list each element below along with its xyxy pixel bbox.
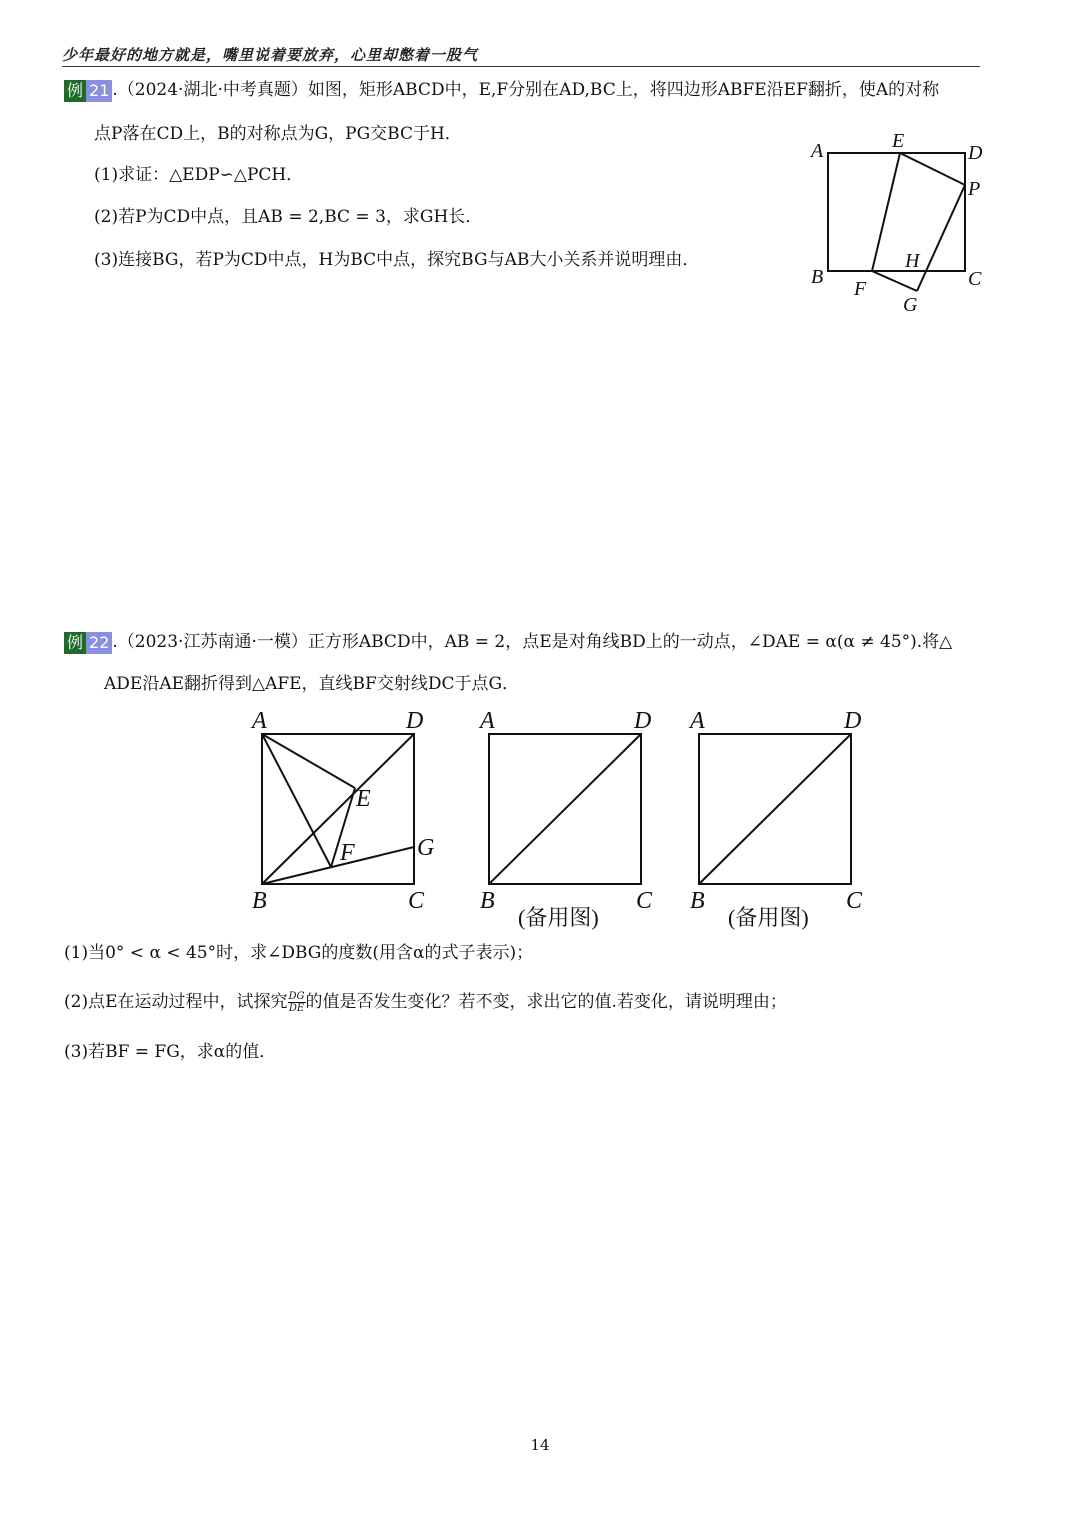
- ex21-stem-2: 点P落在CD上，B的对称点为G，PG交BC于H．: [94, 124, 462, 144]
- ex22-question-3: (3)若BF = FG，求α的值．: [64, 1042, 277, 1062]
- ex22-fig2-label-d: D: [634, 708, 652, 734]
- ex21-segment-ep: [900, 153, 965, 185]
- ex22-fig1-label-c: C: [408, 888, 425, 914]
- ex22-fig1-label-a: A: [252, 708, 267, 734]
- ex22-fig3-label-d: D: [844, 708, 862, 734]
- page-number: 14: [530, 1436, 550, 1454]
- header-divider: [62, 66, 980, 67]
- ex22-fig3-label-b: B: [690, 888, 705, 914]
- ex21-line1: [64, 78, 939, 102]
- ex22-q2-fraction-numerator: DG: [288, 991, 305, 1002]
- ex22-question-1: (1)当0° < α < 45°时，求∠DBG的度数(用含α的式子表示)；: [64, 943, 534, 963]
- ex22-fig3-diagonal-bd: [699, 734, 851, 884]
- ex22-fig1-line-bg: [262, 847, 414, 884]
- ex21-figure: [800, 125, 1000, 320]
- ex22-fig2-label-c: C: [636, 888, 653, 914]
- ex22-figure-main: [240, 700, 450, 925]
- ex21-label-d: D: [968, 142, 983, 164]
- ex21-segment-pg: [917, 185, 965, 291]
- ex22-q2-fraction-denominator: DE: [288, 1003, 305, 1014]
- ex21-question-3: (3)连接BG，若P为CD中点，H为BC中点，探究BG与AB大小关系并说明理由．: [94, 250, 700, 270]
- ex21-segment-fg: [872, 271, 917, 291]
- ex22-fig2-label-b: B: [480, 888, 495, 914]
- ex22-fig1-label-d: D: [406, 708, 424, 734]
- ex22-fig3-label-a: A: [690, 708, 705, 734]
- ex21-label-c: C: [968, 268, 982, 290]
- ex22-fig1-label-g: G: [417, 835, 435, 861]
- ex22-fig3-label-c: C: [846, 888, 863, 914]
- ex21-segment-ef: [872, 153, 900, 271]
- ex22-fig1-label-e: E: [356, 786, 371, 812]
- ex21-label-f: F: [854, 278, 867, 300]
- ex22-badge: [64, 632, 112, 654]
- ex22-fig1-label-b: B: [252, 888, 267, 914]
- ex22-stem-2: ADE沿AE翻折得到△AFE，直线BF交射线DC于点G．: [104, 674, 520, 694]
- ex21-label-e: E: [892, 130, 905, 152]
- ex22-stem-1: .（2023·江苏南通·一模）正方形ABCD中，AB = 2，点E是对角线BD上的一动点，∠DAE = α(α ≠ 45°).将△: [112, 632, 953, 652]
- ex22-q2-fraction: [288, 991, 306, 1014]
- ex22-badge-number: 22: [86, 632, 112, 654]
- ex21-badge: [64, 80, 112, 102]
- ex22-fig2-caption: (备用图): [518, 905, 599, 930]
- ex21-label-g: G: [903, 294, 918, 316]
- ex22-q2-after: 的值是否发生变化？若不变，求出它的值.若变化，请说明理由；: [305, 992, 787, 1012]
- ex21-label-p: P: [968, 178, 981, 200]
- ex22-fig1-diagonal-bd: [262, 734, 414, 884]
- ex22-line1: [64, 630, 952, 654]
- ex22-fig3-caption: (备用图): [728, 905, 809, 930]
- header-motto: 少年最好的地方就是，嘴里说着要放弃，心里却憋着一股气: [62, 46, 479, 64]
- ex22-q2-before: (2)点E在运动过程中，试探究: [64, 992, 288, 1012]
- ex21-stem-1: .（2024·湖北·中考真题）如图，矩形ABCD中，E,F分别在AD,BC上，将四边形ABFE沿EF翻折，使A的对称: [112, 80, 940, 100]
- ex21-badge-word: 例: [64, 80, 86, 102]
- ex22-fig2-diagonal-bd: [489, 734, 641, 884]
- ex22-badge-word: 例: [64, 632, 86, 654]
- ex22-question-2: [64, 990, 787, 1014]
- ex21-label-b: B: [811, 266, 824, 288]
- ex22-fig2-label-a: A: [480, 708, 495, 734]
- ex21-question-2: (2)若P为CD中点，且AB = 2,BC = 3，求GH长．: [94, 207, 483, 227]
- ex21-question-1: (1)求证：△EDP∽△PCH．: [94, 165, 304, 185]
- ex21-label-a: A: [811, 140, 824, 162]
- ex21-label-h: H: [905, 250, 920, 272]
- ex22-fig1-label-f: F: [340, 840, 355, 866]
- ex22-figure-spare-2: [678, 700, 888, 935]
- ex22-figure-spare-1: [468, 700, 678, 935]
- ex21-badge-number: 21: [86, 80, 112, 102]
